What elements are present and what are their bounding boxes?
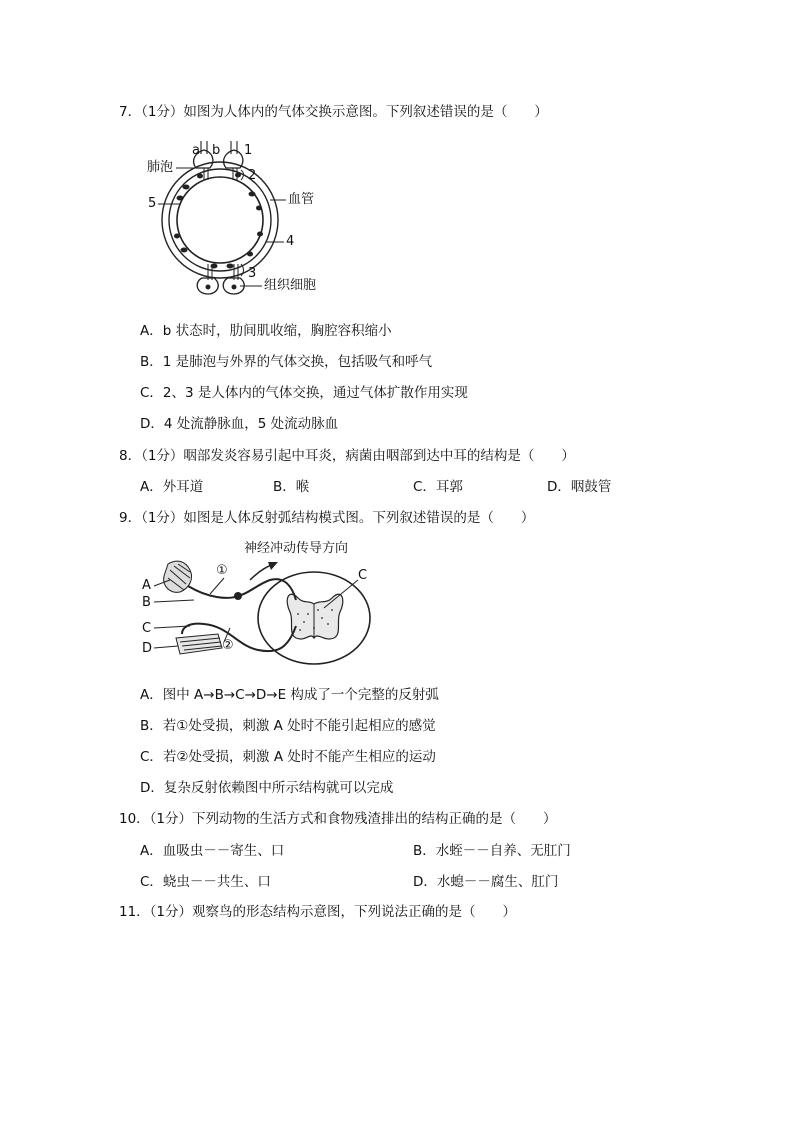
q10-option-a: A．血吸虫－－寄生、口: [140, 843, 285, 859]
q8-option-b: B．喉: [273, 479, 310, 495]
q10-option-c: C．蛲虫－－共生、口: [140, 874, 271, 890]
label-alveolus: 肺泡: [147, 160, 174, 175]
q7-option-b: B．1 是肺泡与外界的气体交换，包括吸气和呼气: [140, 354, 433, 370]
label-vessel: 血管: [288, 192, 315, 207]
label-D: D: [142, 641, 153, 656]
q10-option-b: B．水蛭－－自养、无肛门: [413, 843, 571, 859]
gas-exchange-figure: [140, 138, 340, 300]
label-b: b: [212, 143, 221, 158]
label-A: A: [142, 578, 151, 593]
q7-option-c: C．2、3 是人体内的气体交换，通过气体扩散作用实现: [140, 385, 468, 401]
label-4: 4: [286, 234, 295, 249]
label-circle-1: ①: [216, 563, 228, 578]
reflex-arc-diagram: [138, 538, 378, 668]
q8-option-d: D．咽鼓管: [547, 479, 612, 495]
label-2: 2: [248, 168, 257, 183]
question-7-stem: 7．（1分）如图为人体内的气体交换示意图。下列叙述错误的是（ ）: [119, 104, 548, 120]
q8-option-a: A．外耳道: [140, 479, 204, 495]
label-B: B: [142, 595, 151, 610]
question-9-stem: 9．（1分）如图是人体反射弧结构模式图。下列叙述错误的是（ ）: [119, 510, 535, 526]
q10-option-d: D．水螅－－腐生、肛门: [413, 874, 559, 890]
label-3: 3: [248, 266, 257, 281]
label-1: 1: [244, 143, 253, 158]
q7-option-a: A．b 状态时，肋间肌收缩，胸腔容积缩小: [140, 323, 392, 339]
q9-option-d: D．复杂反射依赖图中所示结构就可以完成: [140, 780, 394, 796]
q9-option-a: A．图中 A→B→C→D→E 构成了一个完整的反射弧: [140, 687, 439, 703]
label-C: C: [142, 621, 152, 636]
question-10-stem: 10．（1分）下列动物的生活方式和食物残渣排出的结构正确的是（ ）: [119, 811, 557, 827]
q7-option-d: D．4 处流静脉血，5 处流动脉血: [140, 416, 339, 432]
reflex-arc-figure: [138, 538, 378, 668]
direction-title: 神经冲动传导方向: [244, 541, 349, 556]
label-C-spinal: C: [358, 568, 368, 583]
label-5: 5: [148, 196, 157, 211]
q8-option-c: C．耳郭: [413, 479, 463, 495]
q9-option-b: B．若①处受损，刺激 A 处时不能引起相应的感觉: [140, 718, 436, 734]
q9-option-c: C．若②处受损，刺激 A 处时不能产生相应的运动: [140, 749, 436, 765]
label-circle-2: ②: [222, 638, 234, 653]
question-11-stem: 11．（1分）观察鸟的形态结构示意图，下列说法正确的是（ ）: [119, 904, 517, 920]
label-tissue-cell: 组织细胞: [264, 278, 317, 293]
label-a: a: [192, 143, 200, 158]
question-8-stem: 8．（1分）咽部发炎容易引起中耳炎，病菌由咽部到达中耳的结构是（ ）: [119, 448, 575, 464]
